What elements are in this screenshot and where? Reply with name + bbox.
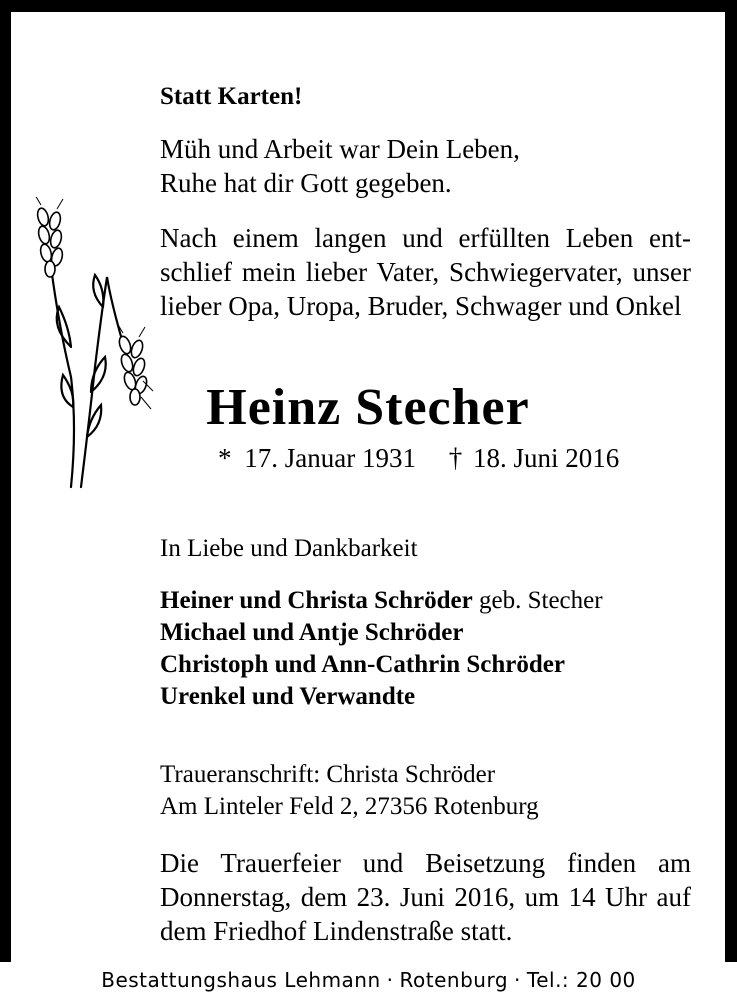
address-line-1: Traueranschrift: Christa Schröder [160,761,496,788]
death-symbol: † [448,443,463,473]
footer-separator-2: · [514,968,521,992]
intro-line-2: schlief mein lieber Vater, Schwiegervater, unser [160,257,691,287]
footer-separator-1: · [386,968,394,992]
mourner-line-1 [160,588,603,613]
mourner-line-3: Christoph und Ann-Cathrin Schröder [160,651,565,678]
death-date: 18. Juni 2016 [472,443,620,473]
deceased-name: Heinz Stecher [206,379,530,436]
intro-line-3: lieber Opa, Uropa, Bruder, Schwager und Onkel [160,291,682,321]
birth-date: 17. Januar 1931 [244,443,416,473]
service-line-1: Die Trauerfeier und Beisetzung finden am [160,848,691,878]
wheat-ears-icon [29,197,159,492]
service-line-3: dem Friedhof Lindenstraße statt. [160,916,513,946]
footer-phone: Tel.: 20 00 [526,968,636,992]
service-paragraph [160,846,691,948]
mourner-line-4: Urenkel und Verwandte [160,683,416,710]
notice-heading: Statt Karten! [160,83,303,110]
obituary-notice [11,12,725,962]
verse-line-1: Müh und Arbeit war Dein Leben, [160,134,520,164]
mourner-names-1: Heiner und Christa Schröder [160,587,473,614]
footer-company: Bestattungshaus Lehmann [101,968,381,992]
intro-paragraph [160,221,691,323]
dates-line [218,445,619,472]
closing-text: In Liebe und Dankbarkeit [160,535,418,562]
footer-city: Rotenburg [399,968,509,992]
intro-line-1: Nach einem langen und erfüllten Leben ent- [160,223,691,253]
mourner-maiden-name: geb. Stecher [472,587,603,614]
mourner-line-2: Michael und Antje Schröder [160,619,464,646]
footer-text [0,968,737,992]
funeral-home-footer [0,962,737,1000]
verse-line-2: Ruhe hat dir Gott gegeben. [160,168,452,198]
birth-symbol: * [218,443,232,473]
service-line-2: Donnerstag, dem 23. Juni 2016, um 14 Uhr auf [160,882,691,912]
address-line-2: Am Linteler Feld 2, 27356 Rotenburg [160,793,539,820]
